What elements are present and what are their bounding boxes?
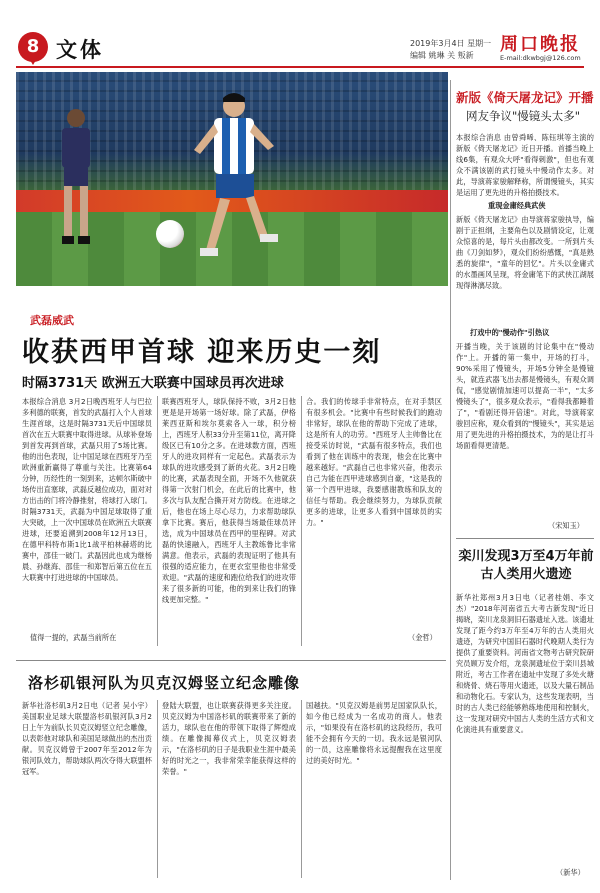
side-story-2-headline [456,548,596,584]
side-story-1-para-2: 新版《倚天屠龙记》由导演蒋家骏执导，编剧于正担纲，主要角色以及剧情设定，让观众惊喜的是，每片头由都改变。一所到片头曲《刀剑如梦》，观众们纷纷感慨，"真是熟悉的旋律"，"童年的回忆"。片头以金庸式的水墨画风呈现，将金庸笔下的武侠江湖展现得淋漓尽致。 [456,215,594,290]
section-title: 文体 [56,38,104,62]
opponent-player-figure [44,104,104,264]
wu-lei-player-figure [176,90,286,280]
side-story-2-byline: （新华） [556,868,585,877]
bottom-story-top-rule [16,660,446,661]
lead-body-col-1: 本报综合消息 3月2日晚西班牙人与巴拉多利德的联赛，首发的武磊打入个人首球生涯首球，这是时隔3731天后中国球员首次在五大联赛中取得进球。从球补登场到首发再到首球，武磊只用了5场比赛。他的出色表现，让中国足球在西班牙乃至欧洲重新赢得了尊重与关注。比赛第64分钟，历经性的一刻到来，达顿尔斯破中场传出直塞球，武磊反越位成功，面对对方出击的门将冷静推射，将球打入球门。时隔3731天，武磊为中国足球取得了重大突破，上一次中国球员在欧洲五大联赛进球，还要追溯到2008年12月13日，在德甲科特布斯1比1战平柏林赫塔的比赛中，邵佳一破门。武磊因此也成为继杨晨、孙继海、邵佳一和郑智后第五位在五大联赛中打进进球的中国球员。 [22,397,152,582]
lead-col-1-end: 值得一提的，武磊当前所在 [30,633,117,642]
column-divider [301,396,302,646]
football [156,220,184,248]
side-story-1-minihead-2: 打戏中的"慢动作"引热议 [470,328,550,337]
side-story-1-byline: （宋知玉） [548,521,584,530]
map-pin-icon [27,55,39,65]
bottom-story-col-2: 登陆大联盟，也让联赛获得更多关注度。贝克汉姆为中国洛杉矶的联赛带来了新的活力，球队也在他的带领下取得了辉煌成绩。在雕像揭幕仪式上，贝克汉姆表示，"在洛杉矶的日子是我职业生涯中最美好的时光之一，我非常荣幸能获得这样的荣誉。" [162,701,296,776]
side-story-2-headline-line-2: 古人类用火遗迹 [480,567,572,582]
issue-date: 2019年3月4日 星期一 [410,39,492,48]
bottom-story-col-1: 新华社洛杉矶3月2日电（记者 吴小宇）美国职业足球大联盟洛杉矶银河队3月2日上午为前队长贝克汉姆竖立纪念雕像，以表彰他对球队和美国足球做出的杰出贡献。贝克汉姆曾于2007年至2012年为银河队效力，帮助球队两次夺得大联盟杯冠军。 [22,701,152,776]
side-story-1-subhead: 网友争议"慢镜头太多" [466,109,581,123]
side-story-1-para-3: 开播当晚，关于该剧的讨论集中在"慢动作"上。开播的第一集中，开场的打斗，90%采用了慢镜头，开场5分钟全是慢镜头，就连武器飞出去都是慢镜头，有观众调侃，"感觉剧情加速可以提高一半"，"太多慢镜头了"，很多观众表示，"看得我都睡着了"，"看剧还得开倍速"。对此，导演蒋家骏回应称，观众看到的"慢镜头"，其实是运用了更先进的升格拍摄技术，为的是让打斗场面看得更清楚。 [456,342,594,450]
paper-logo: 周口晚报 [500,34,580,55]
editors-line: 编辑 姚琳 关 叛新 [410,51,474,60]
paper-email: E-mail:dkwbgj@126.com [500,54,581,62]
column-divider [157,700,158,878]
side-divider [456,538,594,539]
page-number-badge: 8 [18,32,48,62]
masthead [0,0,600,66]
issue-info [410,38,491,62]
lead-body-col-3: 合。我们的传球手非常特点，在对手禁区有很多机会。"比赛中有些时候我们的跑动非常好，球队在他的帮助下完成了进球，这是所有人的功劳。"西班牙人主帅鲁比在接受采访时说，"武磊有很多特点，我们也看到了他在训练中的表现，他会在比赛中越来越好。"武磊自己也非常兴奋，他表示自己为能在西甲进球感到自豪，"这是我的第一个西甲进球，我要感谢教练和队友的信任与帮助。我会继续努力，为球队贡献更多的进球，让更多人看到中国球员的实力。" [306,397,442,527]
side-story-1-headline: 新版《倚天屠龙记》开播 [456,90,594,105]
column-divider [157,396,158,646]
bottom-story-col-3: 国越扶。"贝克汉姆是前男足国家队队长，如今他已经成为一名成功的商人。他表示，"如果没有在洛杉矶的这段经历，我可能不会拥有今天的一切。我永远是银河队的一员，这座雕像将永远提醒我在这里度过的美好时光。" [306,701,442,765]
column-divider [301,700,302,878]
lead-kicker: 武磊威武 [30,314,74,327]
side-story-2-headline-line-1: 栾川发现3万至4万年前 [458,549,594,564]
bottom-story-headline: 洛杉矶银河队为贝克汉姆竖立纪念雕像 [28,674,301,692]
lead-byline: （金哲） [408,633,437,642]
header-divider [16,66,584,68]
side-story-2-body: 新华社郑州3月3日电（记者桂娟、李文杰）"2018年河南省五大考古新发现"近日揭晓，栾川龙泉洞旧石器遗址入选。该遗址发现了距今约3万年至4万年的古人类用火遗迹，为研究中国旧石器时代晚期人类行为提供了重要资料。河南省文物考古研究院研究员顾万发介绍，龙泉洞遗址位于栾川县城附近，考古工作者在遗址中发现了多处火塘和烧骨、烧石等用火遗迹，以及大量石制品和动物化石。专家认为，这些发现表明，当时的古人类已经能够熟练地使用和控制火，这一发现对研究中国古人类的生活方式和文化演进具有重要意义。 [456,593,594,734]
lead-body-col-2: 联赛西班牙人，球队保持不败，3月2日他更是是开场第一场好球。除了武磊，伊格莱西亚斯和埃尔莫索各入一球，积分榜上，西班牙人积33分升至第11位，离开降级区已有10分之多。在进球数方面，西班牙人的进攻同样有一定起色。武磊表示为球队的进攻感受到了新的火花。3月2日晚的比赛，武磊表现全面，开场不久他就获得第一次射门机会，在此后的比赛中，他多次与队友配合撕开对方防线。在进球之后，他也在场上尽心尽力，力求帮助球队拿下比赛。赛后，他获得当场最佳球员评选，成为中国球员在西甲的里程碑。对武磊的快速融入，西班牙人主教练鲁比非常满意。他表示，武磊的表现证明了他具有很强的适应能力，在更衣室里他也非常受欢迎。"武磊的速度和跑位给我们的进攻带来了很多新的可能，他的到来让我们的锋线更加完整。" [162,397,296,604]
lead-photo [16,72,448,286]
sidebar-divider [450,80,451,880]
side-story-1-minihead-1: 重现金庸经典武侠 [488,201,546,210]
lead-headline: 收获西甲首球 迎来历史一刻 [22,337,382,368]
lead-subhead: 时隔3731天 欧洲五大联赛中国球员再次进球 [22,376,284,391]
side-story-1-para-1: 本报综合消息 由曾舜晞、陈钰琪等主演的新版《倚天屠龙记》近日开播。首播当晚上线6集，有观众大呼"看得刺激"，但也有观众不满该剧的武打镜头中慢动作太多。对此，导演蒋家骏解释称，所谓慢镜头，其实是运用了更先进的升格拍摄技术。 [456,133,594,197]
